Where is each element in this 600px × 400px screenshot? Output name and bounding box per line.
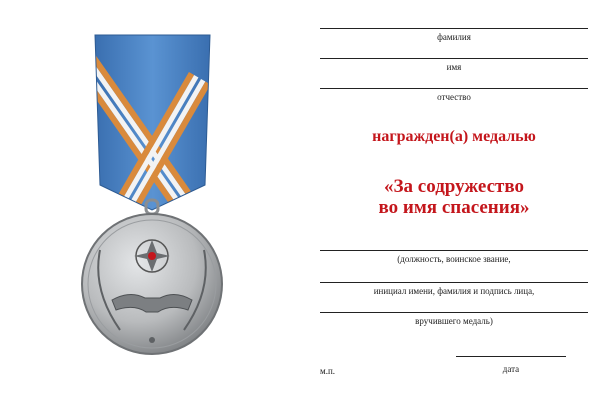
surname-line xyxy=(320,28,588,29)
patronymic-line xyxy=(320,88,588,89)
name-caption: имя xyxy=(446,62,462,72)
presenter-line-3 xyxy=(320,312,588,313)
presenter-caption-1: (должность, воинское звание, xyxy=(397,254,511,264)
certificate-form xyxy=(300,0,600,400)
presenter-caption-2: инициал имени, фамилия и подпись лица, xyxy=(373,286,535,296)
stamp-caption: м.п. xyxy=(320,366,336,376)
patronymic-caption: отчество xyxy=(437,92,471,102)
name-line xyxy=(320,58,588,59)
presenter-line-2 xyxy=(320,282,588,283)
date-line xyxy=(456,356,566,357)
medal-title-line-1: «За содружество xyxy=(384,176,524,197)
date-caption: дата xyxy=(502,364,520,374)
presenter-caption-3: вручившего медаль) xyxy=(415,316,493,326)
medal-title-line-2: во имя спасения» xyxy=(378,197,530,218)
awarded-text: награжден(а) медалью xyxy=(372,128,536,145)
presenter-line-1 xyxy=(320,250,588,251)
medal-disc xyxy=(82,214,222,354)
surname-caption: фамилия xyxy=(437,32,471,42)
